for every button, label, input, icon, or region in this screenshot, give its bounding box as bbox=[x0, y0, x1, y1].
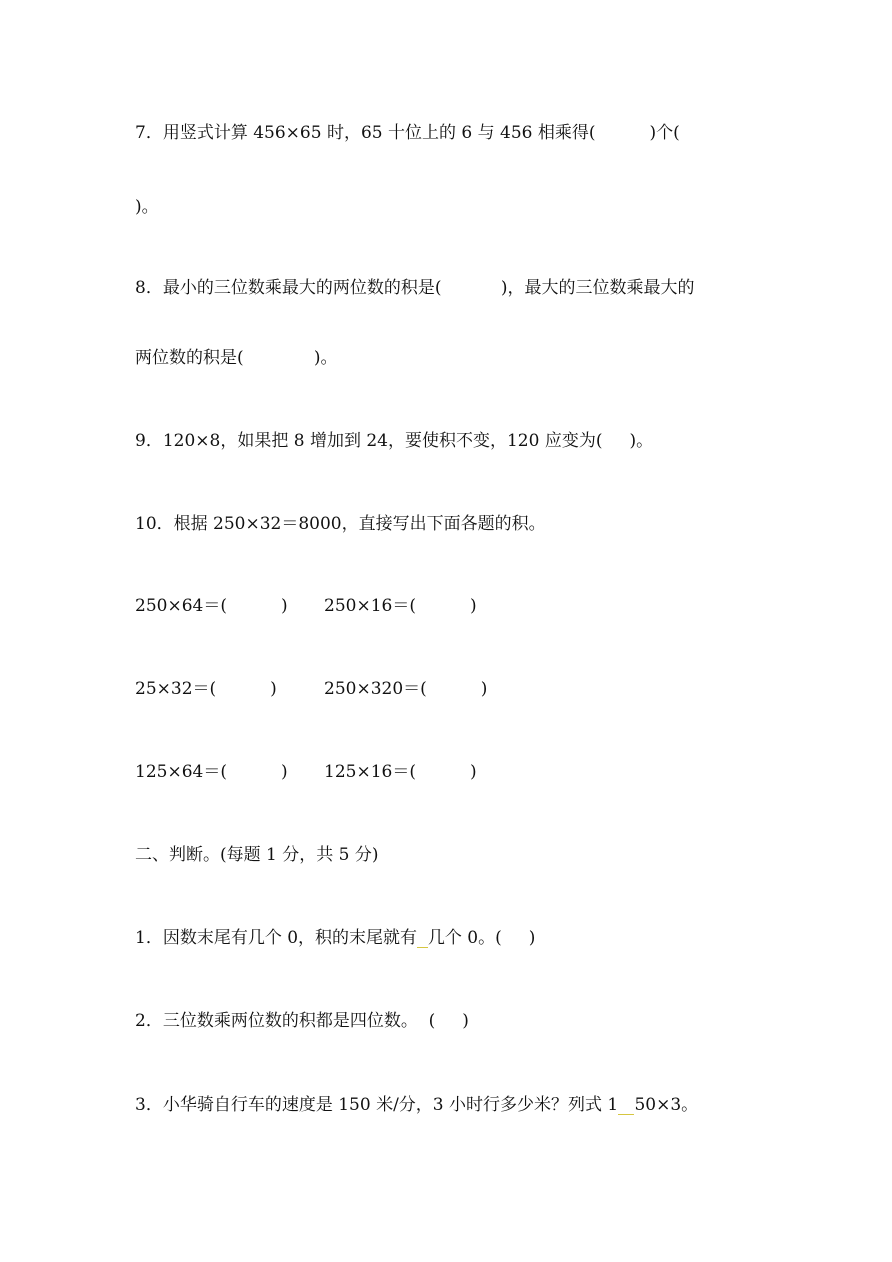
q10-item: 250×320＝( ) bbox=[324, 679, 488, 699]
q7-line-2: )。 bbox=[135, 197, 159, 217]
q10-item: 125×16＝( ) bbox=[324, 762, 477, 782]
section-2-heading: 二、判断。(每题 1 分，共 5 分) bbox=[135, 845, 379, 865]
highlight-underline bbox=[417, 926, 428, 950]
judge-1 bbox=[135, 926, 535, 950]
q10-item: 25×32＝( ) bbox=[135, 679, 277, 699]
q10-item: 250×64＝( ) bbox=[135, 596, 288, 616]
judge-2: 2．三位数乘两位数的积都是四位数。 ( ) bbox=[135, 1011, 469, 1031]
judge-3 bbox=[135, 1093, 698, 1117]
q8-line-2: 两位数的积是( )。 bbox=[135, 348, 338, 368]
judge-3-text-b: 50×3。 bbox=[634, 1095, 699, 1115]
question-10-intro: 10．根据 250×32＝8000，直接写出下面各题的积。 bbox=[135, 514, 546, 534]
judge-1-text-a: 1．因数末尾有几个 0，积的末尾就有 bbox=[135, 928, 418, 948]
q7-line-1: 7．用竖式计算 456×65 时，65 十位上的 6 与 456 相乘得( )个( bbox=[135, 123, 680, 143]
q10-item: 250×16＝( ) bbox=[324, 596, 477, 616]
question-9: 9．120×8，如果把 8 增加到 24，要使积不变，120 应变为( )。 bbox=[135, 431, 654, 451]
q10-item: 125×64＝( ) bbox=[135, 762, 288, 782]
judge-1-text-b: 几个 0。( ) bbox=[427, 928, 536, 948]
judge-3-text-a: 3．小华骑自行车的速度是 150 米/分，3 小时行多少米？列式 1 bbox=[135, 1095, 619, 1115]
highlight-underline bbox=[618, 1093, 634, 1117]
q8-line-1: 8．最小的三位数乘最大的两位数的积是( )，最大的三位数乘最大的 bbox=[135, 278, 695, 298]
